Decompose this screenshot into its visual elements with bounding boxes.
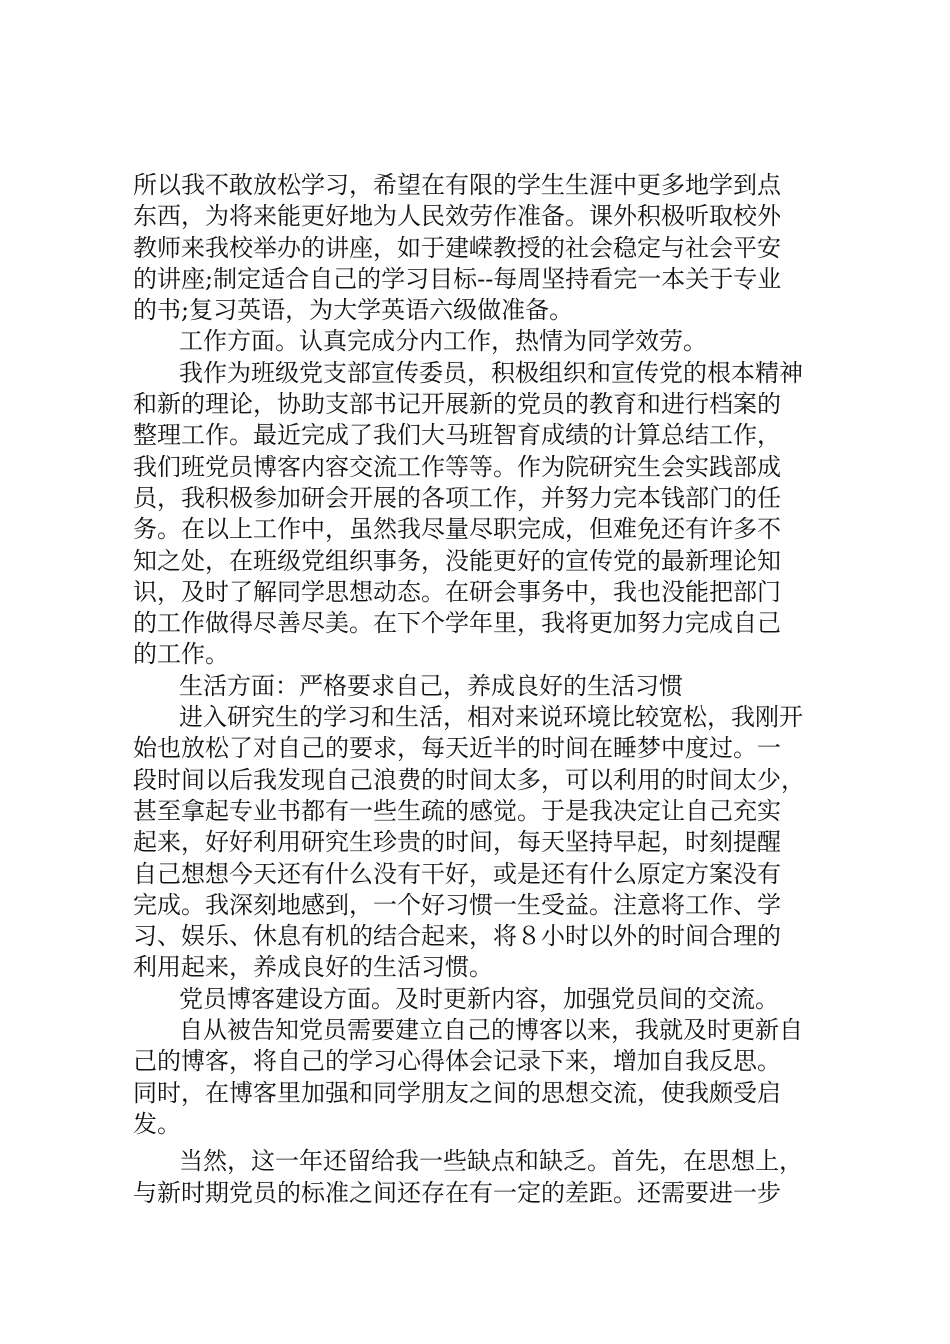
paragraph-shortcomings (133, 1146, 833, 1209)
paragraph-blog-body (133, 1015, 833, 1140)
text-line: 完成。我深刻地感到，一个好习惯一生受益。注意将工作、学 (133, 890, 781, 919)
text-line: 利用起来，养成良好的生活习惯。 (133, 953, 493, 982)
text-line: 段时间以后我发现自己浪费的时间太多，可以利用的时间太少， (133, 765, 805, 794)
paragraph-life-body (133, 702, 833, 984)
text-line: 甚至拿起专业书都有一些生疏的感觉。于是我决定让自己充实 (133, 796, 781, 825)
text-line: 发。 (133, 1109, 181, 1138)
text-line: 我作为班级党支部宣传委员，积极组织和宣传党的根本精神 (179, 358, 803, 387)
paragraph-work-heading (133, 326, 833, 357)
text-line: 员，我积极参加研会开展的各项工作，并努力完本钱部门的任 (133, 483, 781, 512)
text-line: 务。在以上工作中，虽然我尽量尽职完成，但难免还有许多不 (133, 515, 781, 544)
text-line: 同时，在博客里加强和同学朋友之间的思想交流，使我颇受启 (133, 1078, 781, 1107)
text-line: 知之处，在班级党组织事务，没能更好的宣传党的最新理论知 (133, 546, 781, 575)
text-line: 当然，这一年还留给我一些缺点和缺乏。首先，在思想上， (179, 1147, 803, 1176)
text-line: 教师来我校举办的讲座，如于建嵘教授的社会稳定与社会平安 (133, 233, 781, 262)
document-page (133, 170, 833, 1209)
text-line: 的工作做得尽善尽美。在下个学年里，我将更加努力完成自己 (133, 609, 781, 638)
text-line: 的工作。 (133, 640, 229, 669)
paragraph-work-body (133, 358, 833, 671)
text-line: 与新时期党员的标准之间还存在有一定的差距。还需要进一步 (133, 1178, 781, 1207)
text-line: 和新的理论，协助支部书记开展新的党员的教育和进行档案的 (133, 390, 781, 419)
section-heading: 工作方面。认真完成分内工作，热情为同学效劳。 (179, 327, 707, 356)
text-line: 进入研究生的学习和生活，相对来说环境比较宽松，我刚开 (179, 703, 803, 732)
section-heading: 党员博客建设方面。及时更新内容，加强党员间的交流。 (179, 984, 779, 1013)
text-line: 自己想想今天还有什么没有干好，或是还有什么原定方案没有 (133, 859, 781, 888)
text-line: 的讲座;制定适合自己的学习目标--每周坚持看完一本关于专业 (133, 264, 782, 293)
section-heading: 生活方面：严格要求自己，养成良好的生活习惯 (179, 671, 683, 700)
paragraph-life-heading (133, 671, 833, 702)
paragraph-blog-heading (133, 984, 833, 1015)
text-line: 的书;复习英语，为大学英语六级做准备。 (133, 296, 574, 325)
text-line: 所以我不敢放松学习，希望在有限的学生生涯中更多地学到点 (133, 171, 781, 199)
text-line: 习、娱乐、休息有机的结合起来，将８小时以外的时间合理的 (133, 922, 781, 951)
text-line: 己的博客，将自己的学习心得体会记录下来，增加自我反思。 (133, 1047, 781, 1076)
paragraph-study-continued (133, 170, 833, 326)
text-line: 识，及时了解同学思想动态。在研会事务中，我也没能把部门 (133, 577, 781, 606)
text-line: 起来，好好利用研究生珍贵的时间，每天坚持早起，时刻提醒 (133, 828, 781, 857)
text-line: 整理工作。最近完成了我们大马班智育成绩的计算总结工作， (133, 421, 781, 450)
text-line: 东西，为将来能更好地为人民效劳作准备。课外积极听取校外 (133, 202, 781, 231)
text-line: 始也放松了对自己的要求，每天近半的时间在睡梦中度过。一 (133, 734, 781, 763)
text-line: 我们班党员博客内容交流工作等等。作为院研究生会实践部成 (133, 452, 781, 481)
text-line: 自从被告知党员需要建立自己的博客以来，我就及时更新自 (179, 1016, 803, 1045)
